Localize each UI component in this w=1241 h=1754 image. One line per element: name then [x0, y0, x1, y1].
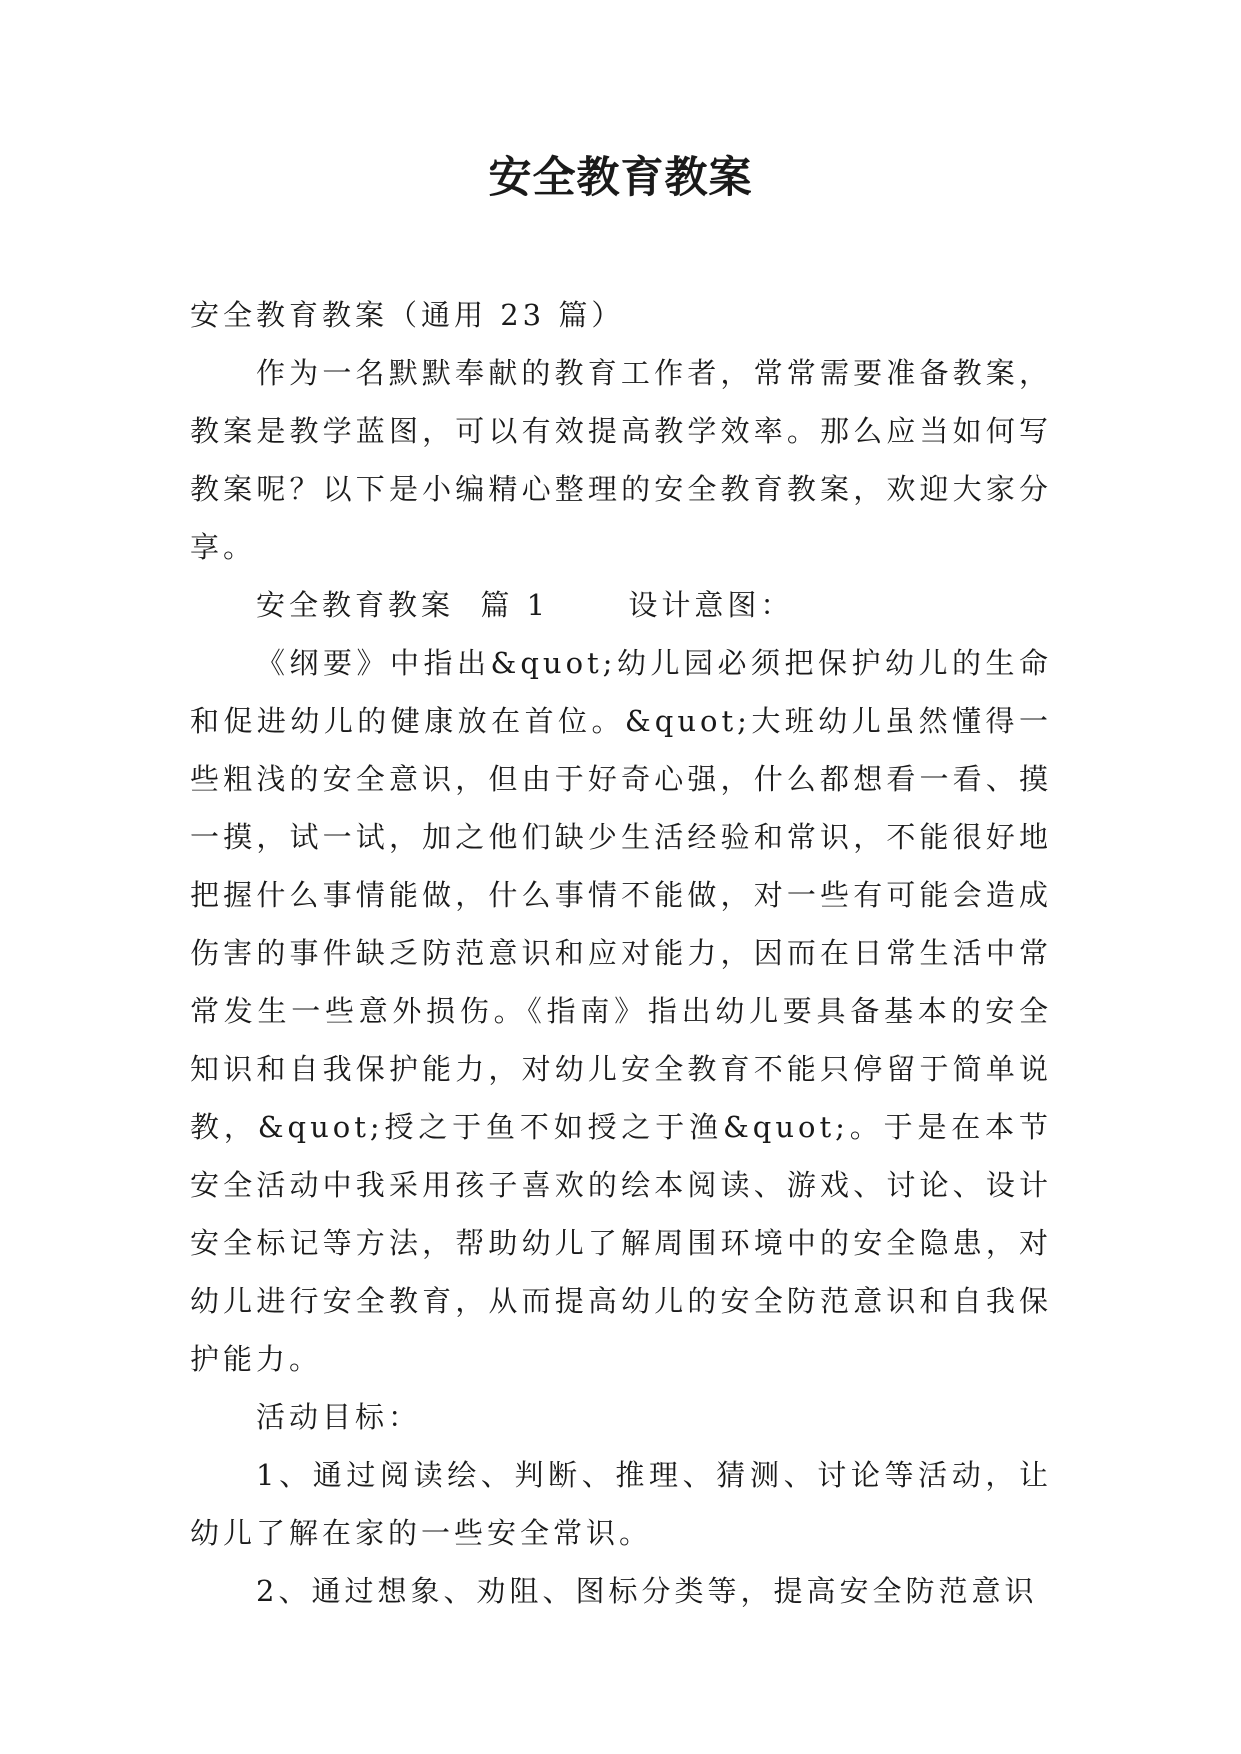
design-intent-paragraph: 《纲要》中指出&quot;幼儿园必须把保护幼儿的生命和促进幼儿的健康放在首位。&quot;大班幼儿虽然懂得一些粗浅的安全意识，但由于好奇心强，什么都想看一看、摸一摸，试一试，加之他们缺少生活经验和常识，不能很好地把握什么事情能做，什么事情不能做，对一些有可能会造成伤害的事件缺乏防范意识和应对能力，因而在日常生活中常常发生一些意外损伤。《指南》指出幼儿要具备基本的安全知识和自我保护能力，对幼儿安全教育不能只停留于简单说教，&quot;授之于鱼不如授之于渔&quot;。于是在本节安全活动中我采用孩子喜欢的绘本阅读、游戏、讨论、设计安全标记等方法，帮助幼儿了解周围环境中的安全隐患，对幼儿进行安全教育，从而提高幼儿的安全防范意识和自我保护能力。 — [190, 646, 1052, 1376]
intro-paragraph: 作为一名默默奉献的教育工作者，常常需要准备教案，教案是教学蓝图，可以有效提高教学效率。那么应当如何写教案呢？以下是小编精心整理的安全教育教案，欢迎大家分享。 — [190, 356, 1052, 564]
document-subtitle: 安全教育教案（通用 23 篇） — [190, 298, 625, 332]
document-title: 安全教育教案 — [488, 153, 753, 203]
goals-heading: 活动目标： — [256, 1400, 422, 1434]
section-heading: 安全教育教案 篇 1 设计意图： — [256, 588, 794, 622]
goal-item-2: 2、通过想象、劝阻、图标分类等，提高安全防范意识 — [256, 1574, 1038, 1608]
document-body — [190, 286, 1052, 1620]
goal-item-1: 1、通过阅读绘、判断、推理、猜测、讨论等活动，让幼儿了解在家的一些安全常识。 — [190, 1458, 1052, 1550]
